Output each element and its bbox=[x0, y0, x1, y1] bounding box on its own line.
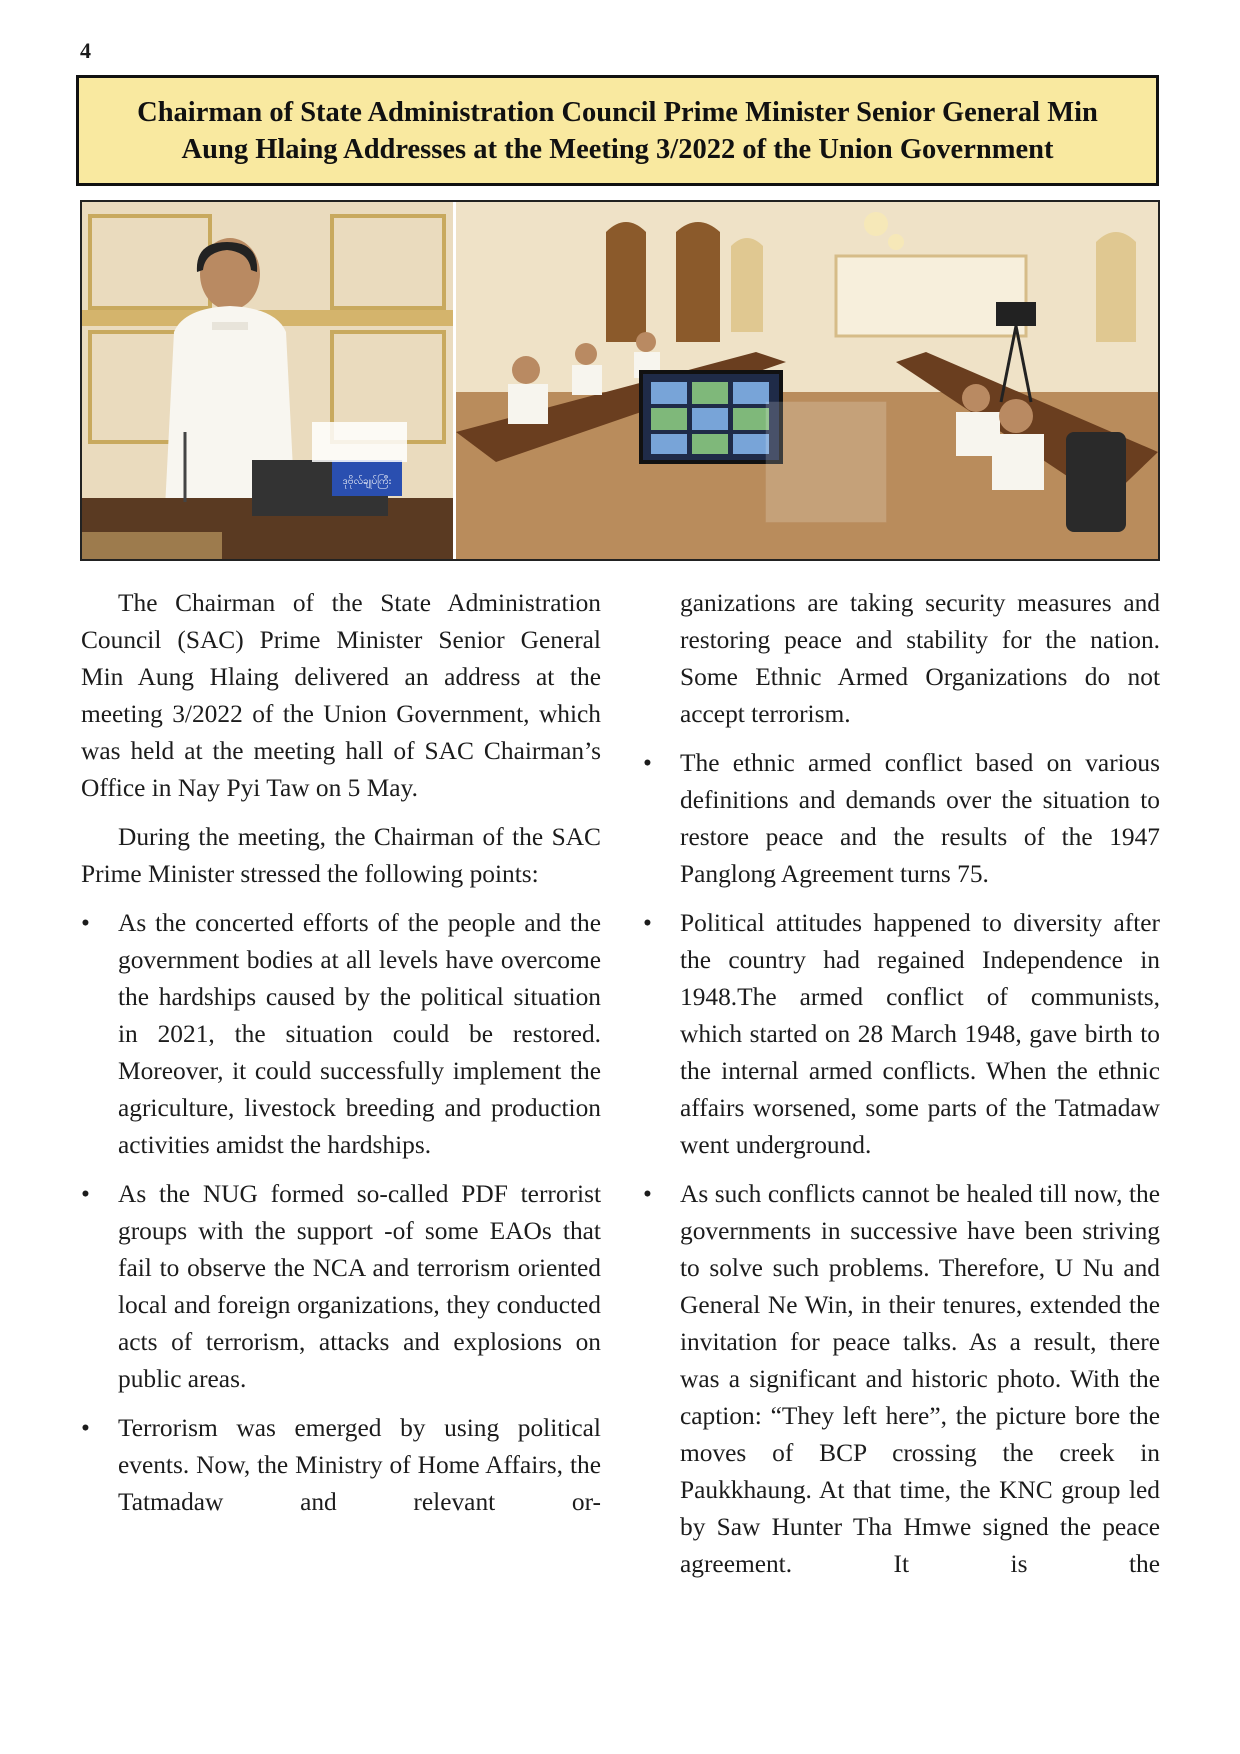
right-bullet-list bbox=[643, 745, 1160, 1583]
list-item bbox=[81, 1410, 601, 1521]
photo-collage bbox=[80, 200, 1160, 561]
bullet-icon: • bbox=[81, 1414, 90, 1442]
bullet-icon: • bbox=[81, 1180, 90, 1208]
photo-meeting-hall bbox=[456, 202, 1158, 559]
list-item-text: Terrorism was emerged by using political events. Now, the Ministry of Home Affairs, the Tatmadaw and relevant or- bbox=[118, 1414, 601, 1516]
page-number: 4 bbox=[80, 38, 91, 63]
list-item-text: As the concerted efforts of the people and the government bodies at all levels have overcome the hardships caused by the political situation in 2021, the situation could be restored. Moreover, it could successfully implement the agriculture, livestock breeding and production activities amidst the hardships. bbox=[118, 909, 601, 1159]
list-item bbox=[643, 1176, 1160, 1583]
article-title-box bbox=[76, 75, 1159, 186]
article-title-line-1: Chairman of State Administration Council Prime Minister Senior General Min bbox=[137, 96, 1098, 128]
left-column bbox=[81, 585, 601, 1533]
points-intro-paragraph: During the meeting, the Chairman of the SAC Prime Minister stressed the following points: bbox=[81, 823, 601, 888]
article-title-line-2: Aung Hlaing Addresses at the Meeting 3/2022 of the Union Government bbox=[181, 133, 1054, 165]
name-placard: ဒုဗိုလ်ချုပ်ကြီး bbox=[342, 476, 392, 487]
bullet-icon: • bbox=[643, 1180, 652, 1208]
list-item bbox=[81, 1176, 601, 1398]
list-item bbox=[643, 905, 1160, 1164]
photo-meeting-hall-illustration bbox=[456, 202, 1158, 561]
bullet-icon: • bbox=[643, 749, 652, 777]
photo-speaker bbox=[82, 202, 453, 559]
list-item-text: Political attitudes happened to diversity after the country had regained Independence in 1948.The armed conflict of communists, which started on 28 March 1948, gave birth to the internal armed conflicts. When the ethnic affairs worsened, some parts of the Tatmadaw went underground. bbox=[680, 909, 1160, 1159]
right-column bbox=[643, 585, 1160, 1595]
list-item bbox=[81, 905, 601, 1164]
bullet-icon: • bbox=[643, 909, 652, 937]
photo-speaker-illustration bbox=[82, 202, 453, 561]
continued-paragraph: ganizations are taking security measures and restoring peace and stability for the nation. Some Ethnic Armed Organizations do not accept terrorism. bbox=[680, 589, 1160, 728]
left-bullet-list bbox=[81, 905, 601, 1521]
list-item bbox=[643, 745, 1160, 893]
list-item-text: As such conflicts cannot be healed till now, the governments in successive have been striving to solve such problems. Therefore, U Nu and General Ne Win, in their tenures, extended the invitation for peace talks. As a result, there was a significant and historic photo. With the caption: “They left here”, the picture bore the moves of BCP crossing the creek in Paukkhaung. At that time, the KNC group led by Saw Hunter Tha Hmwe signed the peace agreement. It is the bbox=[680, 1180, 1160, 1578]
bullet-icon: • bbox=[81, 909, 90, 937]
list-item-text: The ethnic armed conflict based on various definitions and demands over the situation to restore peace and the results of the 1947 Panglong Agreement turns 75. bbox=[680, 749, 1160, 888]
list-item-text: As the NUG formed so-called PDF terrorist groups with the support -of some EAOs that fail to observe the NCA and terrorism oriented local and foreign organizations, they conducted acts of terrorism, attacks and explosions on public areas. bbox=[118, 1180, 601, 1393]
intro-paragraph: The Chairman of the State Administration Council (SAC) Prime Minister Senior General Min Aung Hlaing delivered an address at the meeting 3/2022 of the Union Government, which was held at the meeting hall of SAC Chairman’s Office in Nay Pyi Taw on 5 May. bbox=[81, 589, 601, 802]
